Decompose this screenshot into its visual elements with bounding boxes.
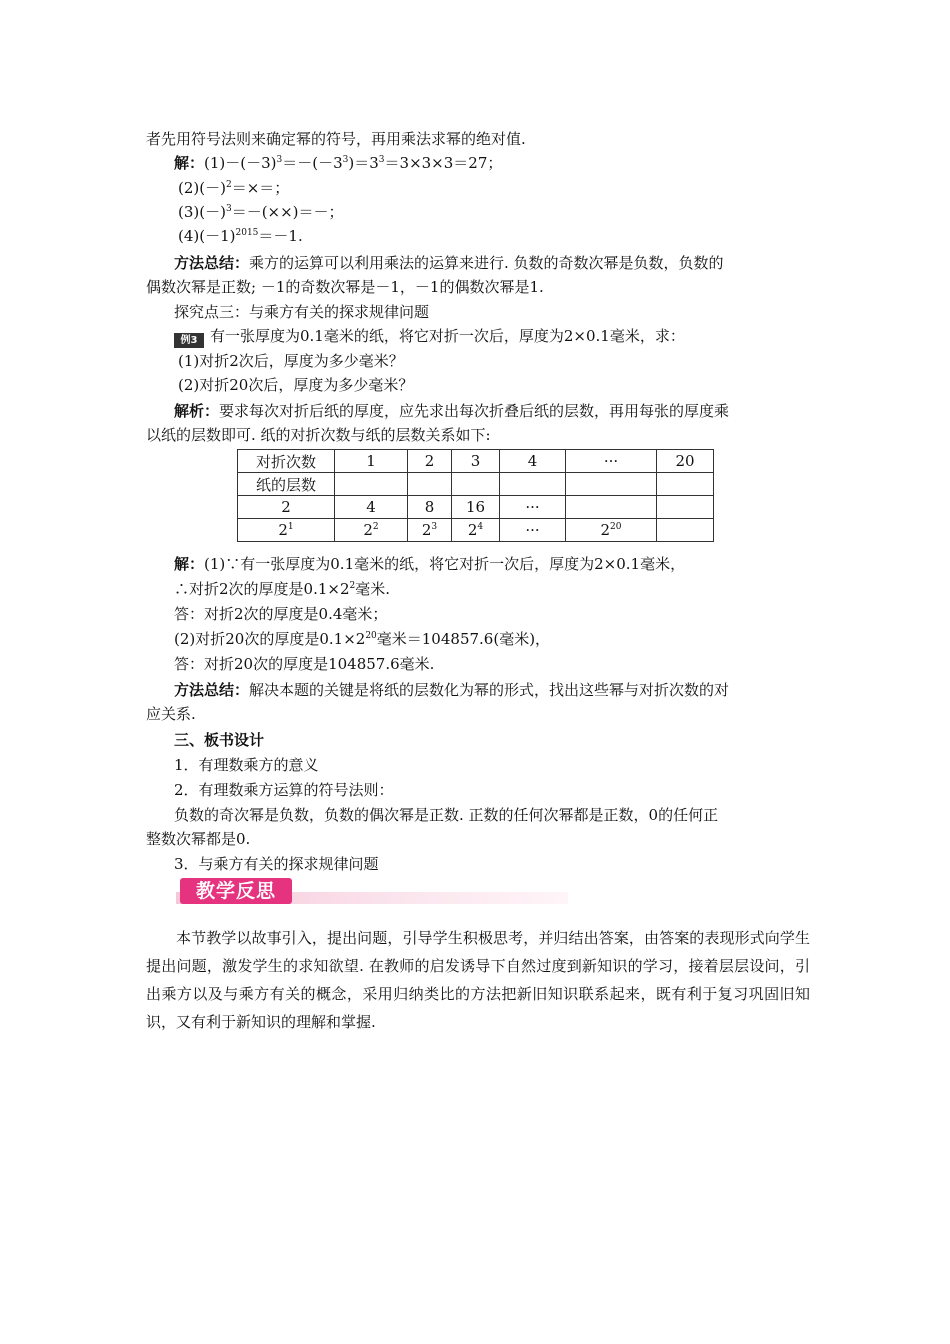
summary-text: 乘方的运算可以利用乘法的运算来进行. 负数的奇数次幂是负数，负数的 (249, 254, 724, 272)
exponent: 2 (349, 581, 356, 591)
exponent: 3 (378, 155, 385, 165)
base: 2 (600, 521, 611, 539)
answer-text: 毫米. (355, 580, 391, 598)
table-cell: 2 (238, 496, 335, 519)
method-summary-2-line-2: 应关系. (146, 705, 196, 723)
base: 2 (278, 521, 288, 539)
answer-text: (1)∵有一张厚度为0.1毫米的纸，将它对折一次后，厚度为2×0.1毫米， (204, 555, 686, 573)
table-cell (335, 519, 408, 542)
table-cell (452, 473, 500, 496)
table-row (238, 450, 714, 473)
answer-line-5: 答：对折20次的厚度是104857.6毫米. (174, 655, 435, 673)
math-text: (2)(－) (178, 179, 226, 197)
solution-line-4 (178, 225, 303, 247)
analysis-label: 解析： (174, 402, 220, 420)
table-cell: 4 (335, 496, 408, 519)
exponent: 20 (610, 522, 622, 532)
question-2: (2)对折20次后，厚度为多少毫米？ (178, 376, 414, 394)
example-text: 有一张厚度为0.1毫米的纸，将它对折一次后，厚度为2×0.1毫米，求： (210, 327, 685, 345)
table-cell (452, 519, 500, 542)
exponent: 3 (276, 155, 283, 165)
math-text: ＝－1. (258, 227, 303, 245)
board-item-2-detail: 负数的奇次幂是负数，负数的偶次幂是正数. 正数的任何次幂都是正数，0的任何正 (174, 806, 719, 824)
board-item-1: 1．有理数乘方的意义 (174, 756, 319, 774)
table-cell (408, 473, 452, 496)
math-text: ＝3×3×3＝27； (384, 154, 503, 172)
math-text: (4)(－1) (178, 227, 236, 245)
answer-line-1 (174, 553, 685, 575)
reflection-paragraph: 本节教学以故事引入，提出问题，引导学生积极思考，并归结出答案，由答案的表现形式向学生提出问题，激发学生的求知欲望. 在教师的启发诱导下自然过度到新知识的学习，接着层层设问，引出乘方以及与乘方有关的概念，采用归纳类比的方法把新旧知识联系起来，既有利于复习巩固旧知识，又有利于新知识的理解和掌握. (146, 929, 810, 1031)
table-cell: ··· (500, 519, 566, 542)
table-cell (500, 473, 566, 496)
table-cell: 2 (408, 450, 452, 473)
banner-title: 教学反思 (180, 878, 292, 904)
exponent: 4 (477, 522, 484, 532)
solution-line-2 (178, 177, 289, 199)
table-cell: 1 (335, 450, 408, 473)
exponent: 20 (365, 631, 377, 641)
exponent: 3 (431, 522, 438, 532)
table-cell (566, 496, 657, 519)
answer-text: (2)对折20次的厚度是0.1×2 (174, 630, 366, 648)
base: 2 (363, 521, 373, 539)
base: 2 (421, 521, 432, 539)
exponent: 1 (287, 522, 294, 532)
exponent: 2015 (235, 228, 259, 238)
table-cell: ··· (566, 450, 657, 473)
table-cell: ··· (500, 496, 566, 519)
summary-text: 解决本题的关键是将纸的层数化为幂的形式，找出这些幂与对折次数的对 (249, 681, 730, 699)
summary-label: 方法总结： (174, 254, 250, 272)
summary-label: 方法总结： (174, 681, 250, 699)
exponent: 3 (225, 204, 232, 214)
analysis-text: 要求每次对折后纸的厚度，应先求出每次折叠后纸的层数，再用每张的厚度乘 (219, 402, 730, 420)
example-badge: 例3 (174, 333, 204, 348)
board-item-2: 2．有理数乘方运算的符号法则： (174, 781, 394, 799)
text-line: 者先用符号法则来确定幂的符号，再用乘法求幂的绝对值. (146, 130, 526, 148)
table-cell (566, 473, 657, 496)
math-text: (3)(－) (178, 203, 226, 221)
math-text: ＝－(－3 (282, 154, 343, 172)
math-text: (1)－(－3) (204, 154, 277, 172)
board-design-heading: 三、板书设计 (174, 731, 265, 749)
table-cell (657, 473, 714, 496)
section-heading: 探究点三：与乘方有关的探求规律问题 (174, 303, 430, 321)
math-text: )＝3 (348, 154, 379, 172)
table-cell: 16 (452, 496, 500, 519)
exponent: 3 (342, 155, 349, 165)
table-row (238, 519, 714, 542)
table-cell: 3 (452, 450, 500, 473)
board-item-2-detail-cont: 整数次幂都是0. (146, 830, 251, 848)
method-summary-line-1 (174, 252, 724, 274)
fold-layer-table (237, 449, 714, 542)
table-cell (238, 519, 335, 542)
math-text: ＝×＝； (231, 179, 290, 197)
board-item-3: 3．与乘方有关的探求规律问题 (174, 855, 379, 873)
example-3 (174, 325, 685, 348)
solution-label: 解： (174, 555, 205, 573)
table-row (238, 496, 714, 519)
answer-text: 毫米＝104857.6(毫米)， (376, 630, 551, 648)
answer-line-4 (174, 628, 550, 650)
table-cell (566, 519, 657, 542)
answer-line-3: 答：对折2次的厚度是0.4毫米； (174, 605, 388, 623)
solution-line-3 (178, 201, 344, 223)
table-cell (657, 496, 714, 519)
base: 2 (467, 521, 478, 539)
table-cell (657, 519, 714, 542)
table-row (238, 473, 714, 496)
answer-text: ∴对折2次的厚度是0.1×2 (174, 580, 350, 598)
solution-label: 解： (174, 154, 205, 172)
method-summary-line-2: 偶数次幂是正数; －1的奇数次幂是－1，－1的偶数次幂是1. (146, 278, 544, 296)
teaching-reflection-banner (176, 878, 568, 906)
math-text: ＝－(××)＝－； (231, 203, 344, 221)
method-summary-2-line-1 (174, 679, 729, 701)
table-cell: 4 (500, 450, 566, 473)
exponent: 2 (225, 180, 232, 190)
analysis-line-1 (174, 400, 729, 422)
exponent: 2 (372, 522, 379, 532)
question-1: (1)对折2次后，厚度为多少毫米？ (178, 352, 404, 370)
answer-line-2 (174, 578, 390, 600)
solution-line-1 (174, 152, 502, 174)
table-cell (408, 519, 452, 542)
analysis-line-2: 以纸的层数即可. 纸的对折次数与纸的层数关系如下: (146, 426, 491, 444)
table-cell: 20 (657, 450, 714, 473)
table-cell: 对折次数 (238, 450, 335, 473)
table-cell: 纸的层数 (238, 473, 335, 496)
table-cell: 8 (408, 496, 452, 519)
table-cell (335, 473, 408, 496)
